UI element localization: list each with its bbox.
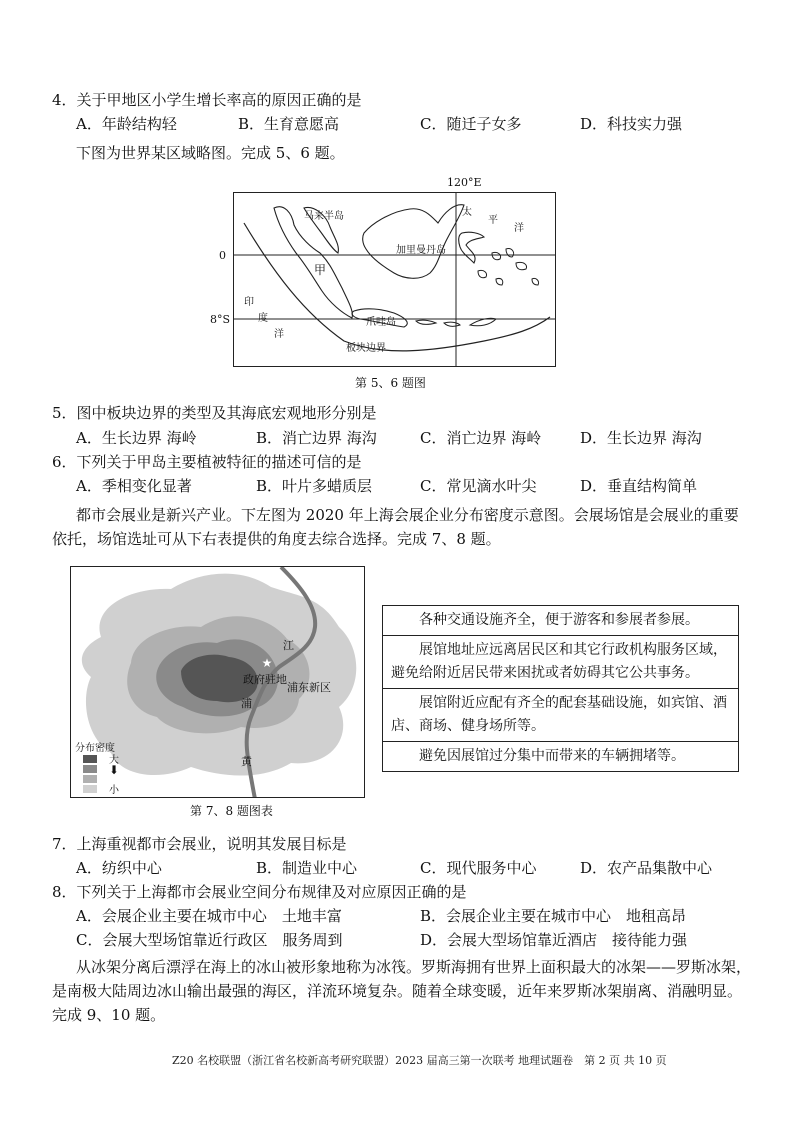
legend-swatch-2 <box>83 765 97 773</box>
map1-svg <box>234 193 556 367</box>
island-2 <box>506 249 514 257</box>
intro-9-10: 从冰架分离后漂浮在海上的冰山被形象地称为冰筏。罗斯海拥有世界上面积最大的冰架——罗斯冰架，是南极大陆周边冰山输出最强的海区，洋流环境复杂。随着全球变暖，近年来罗斯冰架崩离、消融明显。完成 9、10 题。 <box>52 958 752 1024</box>
legend-swatch-1 <box>83 755 97 763</box>
label-indian-3: 洋 <box>274 329 284 340</box>
label-pacific-3: 洋 <box>514 223 524 234</box>
table-row <box>383 689 739 742</box>
q5-option-b: B．消亡边界 海沟 <box>256 429 377 447</box>
label-java: 爪哇岛 <box>366 317 396 328</box>
intro-7-8: 都市会展业是新兴产业。下左图为 2020 年上海会展企业分布密度示意图。会展场馆是会展业的重要依托，场馆选址可从下右表提供的角度去综合选择。完成 7、8 题。 <box>52 506 739 548</box>
map2-caption: 第 7、8 题图表 <box>190 804 273 818</box>
page-footer: Z20 名校联盟（浙江省名校新高考研究联盟）2023 届高三第一次联考 地理试题卷 第 2 页 共 10 页 <box>172 1054 667 1067</box>
island-7 <box>416 320 436 324</box>
gov-star: ★ <box>261 656 273 670</box>
legend-swatch-3 <box>83 775 97 783</box>
legend-big: 大 <box>109 755 119 766</box>
legend-small: 小 <box>109 785 119 796</box>
q6-option-b: B．叶片多蜡质层 <box>256 477 373 495</box>
island-3 <box>516 262 527 269</box>
q7-stem: 7．上海重视都市会展业，说明其发展目标是 <box>52 835 347 853</box>
label-pacific-2: 平 <box>488 215 498 226</box>
q5-option-d: D．生长边界 海沟 <box>580 429 702 447</box>
label-pudong: 浦东新区 <box>287 681 331 694</box>
q7-option-a: A．纺织中心 <box>76 859 162 877</box>
map1-caption: 第 5、6 题图 <box>355 376 426 390</box>
q7-option-c: C．现代服务中心 <box>420 859 537 877</box>
q4-option-b: B．生育意愿高 <box>238 115 340 133</box>
table-row <box>383 606 739 636</box>
map1-lat-8s: 8°S <box>210 313 231 326</box>
label-jia: 甲 <box>314 263 327 277</box>
table-cell: 各种交通设施齐全，便于游客和参展者参展。 <box>383 606 739 636</box>
sea-region-map <box>233 192 556 367</box>
q4-option-d: D．科技实力强 <box>580 115 683 133</box>
legend-title: 分布密度 <box>75 743 115 754</box>
table-row <box>383 636 739 689</box>
q5-stem: 5．图中板块边界的类型及其海底宏观地形分别是 <box>52 404 377 422</box>
intro-5-6: 下图为世界某区域略图。完成 5、6 题。 <box>76 144 345 162</box>
table-row <box>383 742 739 772</box>
q6-option-a: A．季相变化显著 <box>76 477 192 495</box>
q8-stem: 8．下列关于上海都市会展业空间分布规律及对应原因正确的是 <box>52 883 467 901</box>
label-indian-1: 印 <box>244 297 254 308</box>
q8-option-c: C．会展大型场馆靠近行政区 服务周到 <box>76 931 343 949</box>
q4-option-a: A．年龄结构轻 <box>76 115 177 133</box>
sulawesi-outline <box>459 232 484 263</box>
q7-option-d: D．农产品集散中心 <box>580 859 713 877</box>
label-plate-boundary: 板块边界 <box>346 343 386 354</box>
map1-lat-0: 0 <box>219 249 226 262</box>
label-kalimantan: 加里曼丹岛 <box>396 245 446 256</box>
table-cell: 避免因展馆过分集中而带来的车辆拥堵等。 <box>383 742 739 772</box>
label-pacific-1: 太 <box>462 207 472 218</box>
island-1 <box>492 252 501 259</box>
q6-option-d: D．垂直结构简单 <box>580 477 698 495</box>
q6-stem: 6．下列关于甲岛主要植被特征的描述可信的是 <box>52 453 362 471</box>
shanghai-density-map <box>70 566 365 798</box>
label-river-2: 浦 <box>241 697 252 710</box>
label-river-1: 江 <box>283 639 294 652</box>
arrow-down-icon: ⬇ <box>109 763 120 777</box>
q4-option-c: C．随迁子女多 <box>420 115 522 133</box>
q8-option-d: D．会展大型场馆靠近酒店 接待能力强 <box>420 931 688 949</box>
q5-option-c: C．消亡边界 海岭 <box>420 429 542 447</box>
q8-option-b: B．会展企业主要在城市中心 地租高昂 <box>420 907 687 925</box>
q8-option-a: A．会展企业主要在城市中心 土地丰富 <box>76 907 342 925</box>
map1-lon-label: 120°E <box>447 176 482 189</box>
venue-criteria-table <box>382 605 739 772</box>
island-5 <box>496 278 503 285</box>
q4-stem: 4．关于甲地区小学生增长率高的原因正确的是 <box>52 91 362 109</box>
legend-swatch-4 <box>83 785 97 793</box>
label-indian-2: 度 <box>258 313 268 324</box>
label-malay: 马来半岛 <box>304 211 344 222</box>
q6-option-c: C．常见滴水叶尖 <box>420 477 537 495</box>
label-gov: 政府驻地 <box>243 673 287 686</box>
label-river-3: 黄 <box>241 755 252 768</box>
island-6 <box>532 278 539 285</box>
q7-option-b: B．制造业中心 <box>256 859 358 877</box>
table-cell: 展馆地址应远离居民区和其它行政机构服务区域，避免给附近居民带来困扰或者妨碍其它公共事务。 <box>383 636 739 689</box>
q5-option-a: A．生长边界 海岭 <box>76 429 197 447</box>
table-cell: 展馆附近应配有齐全的配套基础设施，如宾馆、酒店、商场、健身场所等。 <box>383 689 739 742</box>
island-4 <box>478 270 487 277</box>
island-8 <box>444 322 460 326</box>
